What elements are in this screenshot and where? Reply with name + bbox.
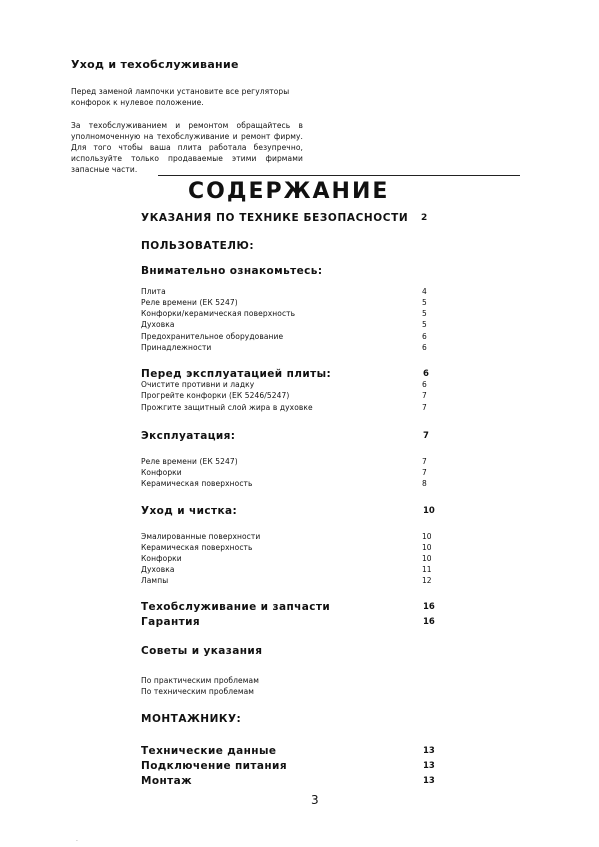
toc-item-page: 10: [422, 554, 432, 563]
user-heading: ПОЛЬЗОВАТЕЛЮ:: [141, 240, 255, 252]
toc-section-page: 7: [423, 431, 429, 441]
toc-item-page: 6: [422, 380, 427, 389]
page-number: 3: [311, 793, 319, 807]
toc-installer-page: 13: [423, 761, 435, 771]
toc-item-label[interactable]: Принадлежности: [141, 343, 212, 352]
toc-section-page: 16: [423, 617, 435, 627]
toc-item-label[interactable]: Конфорки: [141, 468, 182, 477]
toc-item-page: 10: [422, 532, 432, 541]
page-title: СОДЕРЖАНИЕ: [188, 179, 390, 204]
toc-item-page: 7: [422, 468, 427, 477]
toc-item-label[interactable]: Духовка: [141, 565, 175, 574]
toc-safety-page: 2: [421, 213, 428, 223]
toc-item-label[interactable]: Керамическая поверхность: [141, 479, 253, 488]
toc-section-title[interactable]: Перед эксплуатацией плиты:: [141, 368, 332, 380]
toc-section-title[interactable]: Техобслуживание и запчасти: [141, 601, 331, 613]
toc-item-page: 11: [422, 565, 432, 574]
toc-section-title[interactable]: Внимательно ознакомьтесь:: [141, 265, 323, 277]
toc-section-page: 16: [423, 602, 435, 612]
toc-item-label[interactable]: Прожгите защитный слой жира в духовке: [141, 403, 313, 412]
toc-item-label[interactable]: Плита: [141, 287, 166, 296]
toc-item-label[interactable]: Конфорки: [141, 554, 182, 563]
care-paragraph-lamp: Перед заменой лампочки установите все регуляторы конфорок к нулевое положение.: [71, 87, 290, 107]
toc-installer-page: 13: [423, 746, 435, 756]
toc-item-page: 5: [422, 320, 427, 329]
toc-installer-title[interactable]: Технические данные: [141, 745, 277, 757]
footer-mark: ·: [76, 838, 78, 845]
care-paragraph-service: За техобслуживанием и ремонтом обращайтесь в уполномоченную на техобслуживание и ремонт фирму. Для того чтобы ваша плита работала безупречно, используйте только продаваемые этими фирмами запасные части.: [71, 121, 303, 174]
toc-section-title[interactable]: Уход и чистка:: [141, 505, 238, 517]
toc-item-label[interactable]: Конфорки/керамическая поверхность: [141, 309, 296, 318]
toc-item-page: 7: [422, 403, 427, 412]
toc-item-page: 8: [422, 479, 427, 488]
toc-item-label[interactable]: Очистите противни и ладку: [141, 380, 255, 389]
toc-section-title[interactable]: Эксплуатация:: [141, 430, 236, 442]
toc-item-page: 5: [422, 298, 427, 307]
toc-item-label[interactable]: Эмалированные поверхности: [141, 532, 261, 541]
toc-item-page: 7: [422, 457, 427, 466]
toc-item-page: 5: [422, 309, 427, 318]
toc-item-label[interactable]: Керамическая поверхность: [141, 543, 253, 552]
toc-section-page: 6: [423, 369, 429, 379]
installer-heading: МОНТАЖНИКУ:: [141, 713, 242, 725]
toc-item-page: 12: [422, 576, 432, 585]
toc-item-page: 6: [422, 343, 427, 352]
toc-section-page: 10: [423, 506, 435, 516]
toc-item-page: 6: [422, 332, 427, 341]
toc-item-label[interactable]: Реле времени (ЕК 5247): [141, 298, 238, 307]
toc-installer-page: 13: [423, 776, 435, 786]
toc-item-page: 7: [422, 391, 427, 400]
toc-installer-title[interactable]: Монтаж: [141, 775, 192, 787]
toc-installer-title[interactable]: Подключение питания: [141, 760, 287, 772]
toc-section-title[interactable]: Гарантия: [141, 616, 201, 628]
toc-item-label[interactable]: Реле времени (ЕК 5247): [141, 457, 238, 466]
toc-item-page: 4: [422, 287, 427, 296]
toc-item-label[interactable]: По техническим проблемам: [141, 687, 255, 696]
toc-item-label[interactable]: Лампы: [141, 576, 169, 585]
section-divider: [158, 175, 520, 176]
toc-safety-title[interactable]: УКАЗАНИЯ ПО ТЕХНИКЕ БЕЗОПАСНОСТИ: [141, 212, 409, 224]
toc-section-title[interactable]: Советы и указания: [141, 645, 263, 657]
toc-item-label[interactable]: По практическим проблемам: [141, 676, 259, 685]
toc-item-page: 10: [422, 543, 432, 552]
toc-item-label[interactable]: Прогрейте конфорки (ЕК 5246/5247): [141, 391, 290, 400]
toc-item-label[interactable]: Духовка: [141, 320, 175, 329]
toc-item-label[interactable]: Предохранительное оборудование: [141, 332, 284, 341]
care-heading: Уход и техобслуживание: [71, 58, 239, 71]
